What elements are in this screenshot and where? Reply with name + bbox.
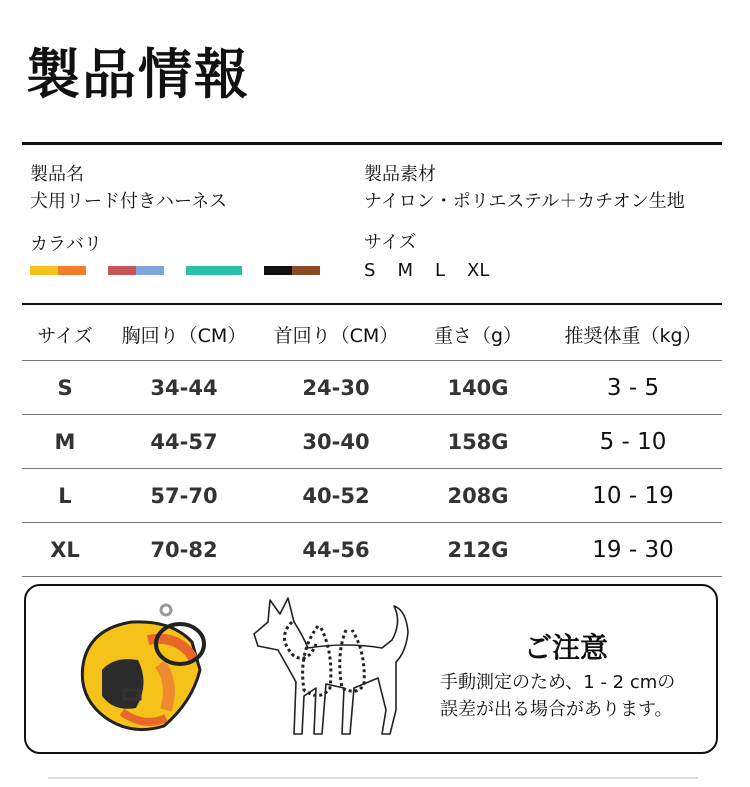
- table-row: [22, 469, 722, 523]
- color-swatches: [30, 266, 320, 275]
- notice-text-line1: 手動測定のため、1 - 2 cmの: [440, 672, 676, 693]
- cell-chest: 57-70: [108, 469, 260, 523]
- table-row: [22, 523, 722, 577]
- cell-recommended-weight: 3 - 5: [544, 361, 722, 415]
- size-chart-table: [22, 308, 722, 577]
- header-recommended-weight: 推奨体重（kg）: [544, 308, 722, 361]
- color-swatch: [108, 266, 164, 275]
- cell-neck: 40-52: [260, 469, 412, 523]
- swatch-left: [186, 266, 214, 275]
- header-neck: 首回り（CM）: [260, 308, 412, 361]
- cell-recommended-weight: 10 - 19: [544, 469, 722, 523]
- title-divider: [22, 142, 722, 145]
- color-variations-label: カラバリ: [30, 234, 102, 255]
- cell-size: L: [22, 469, 108, 523]
- cell-weight: 158G: [412, 415, 544, 469]
- size-option: M: [397, 260, 413, 281]
- notice-text-line2: 誤差が出る場合があります。: [440, 699, 673, 720]
- notice-title: ご注意: [524, 631, 609, 664]
- cell-size: S: [22, 361, 108, 415]
- cell-size: M: [22, 415, 108, 469]
- cell-chest: 70-82: [108, 523, 260, 577]
- product-name-label: 製品名: [30, 164, 84, 185]
- cell-chest: 44-57: [108, 415, 260, 469]
- header-size: サイズ: [22, 308, 108, 361]
- table-row: [22, 415, 722, 469]
- material-label: 製品素材: [364, 164, 436, 185]
- color-swatch: [186, 266, 242, 275]
- size-option: L: [434, 260, 445, 281]
- swatch-right: [58, 266, 86, 275]
- info-divider: [22, 303, 722, 305]
- header-weight: 重さ（g）: [412, 308, 544, 361]
- cell-recommended-weight: 19 - 30: [544, 523, 722, 577]
- swatch-right: [292, 266, 320, 275]
- size-options: [364, 260, 489, 281]
- bottom-divider: [48, 777, 698, 779]
- cell-recommended-weight: 5 - 10: [544, 415, 722, 469]
- harness-image: [62, 600, 222, 740]
- cell-weight: 212G: [412, 523, 544, 577]
- cell-size: XL: [22, 523, 108, 577]
- size-label: サイズ: [364, 232, 417, 253]
- cell-chest: 34-44: [108, 361, 260, 415]
- cell-weight: 208G: [412, 469, 544, 523]
- table-row: [22, 361, 722, 415]
- size-option: S: [364, 260, 376, 281]
- swatch-left: [108, 266, 136, 275]
- swatch-left: [264, 266, 292, 275]
- cell-neck: 24-30: [260, 361, 412, 415]
- color-swatch: [264, 266, 320, 275]
- product-name-value: 犬用リード付きハーネス: [30, 191, 228, 212]
- color-swatch: [30, 266, 86, 275]
- table-header-row: [22, 308, 722, 361]
- cell-weight: 140G: [412, 361, 544, 415]
- swatch-left: [30, 266, 58, 275]
- swatch-right: [214, 266, 242, 275]
- cell-neck: 44-56: [260, 523, 412, 577]
- cell-neck: 30-40: [260, 415, 412, 469]
- header-chest: 胸回り（CM）: [108, 308, 260, 361]
- size-option: XL: [467, 260, 490, 281]
- dog-measurement-illustration: [246, 592, 420, 746]
- material-value: ナイロン・ポリエステル＋カチオン生地: [364, 191, 685, 212]
- page-title: 製品情報: [26, 43, 250, 106]
- swatch-right: [136, 266, 164, 275]
